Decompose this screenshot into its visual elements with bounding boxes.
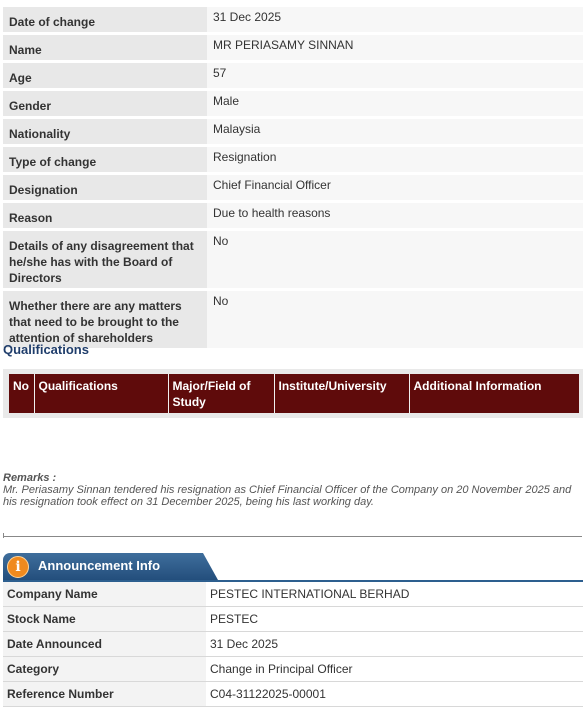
- detail-row-matters-to-shareholders: [3, 291, 583, 348]
- info-label: Date Announced: [3, 632, 206, 657]
- detail-label: Type of change: [3, 147, 207, 172]
- info-row-category: [3, 657, 583, 682]
- detail-label: Name: [3, 35, 207, 60]
- remarks-section: [3, 472, 581, 508]
- detail-value: Due to health reasons: [207, 203, 583, 228]
- info-row-stock-name: [3, 607, 583, 632]
- qualifications-table-container: [3, 369, 583, 418]
- detail-value: No: [207, 291, 583, 348]
- detail-label: Nationality: [3, 119, 207, 144]
- detail-row-designation: [3, 175, 583, 200]
- info-value: PESTEC INTERNATIONAL BERHAD: [206, 582, 583, 607]
- qualifications-heading: Qualifications: [3, 342, 89, 357]
- detail-row-date-of-change: [3, 7, 583, 32]
- info-row-company-name: [3, 582, 583, 607]
- info-row-reference-number: [3, 682, 583, 707]
- detail-value: Male: [207, 91, 583, 116]
- detail-row-nationality: [3, 119, 583, 144]
- detail-value: MR PERIASAMY SINNAN: [207, 35, 583, 60]
- detail-label: Date of change: [3, 7, 207, 32]
- announcement-info-title: Announcement Info: [38, 558, 161, 573]
- detail-label: Whether there are any matters that need to be brought to the attention of shareholders: [3, 291, 207, 348]
- remarks-title: Remarks :: [3, 472, 57, 484]
- detail-label: Gender: [3, 91, 207, 116]
- detail-row-name: [3, 35, 583, 60]
- column-header-qualifications: Qualifications: [34, 374, 168, 413]
- info-row-date-announced: [3, 632, 583, 657]
- qualifications-table: [9, 374, 579, 413]
- detail-row-age: [3, 63, 583, 88]
- info-label: Reference Number: [3, 682, 206, 707]
- detail-row-reason: [3, 203, 583, 228]
- info-value: PESTEC: [206, 607, 583, 632]
- info-label: Category: [3, 657, 206, 682]
- info-value: Change in Principal Officer: [206, 657, 583, 682]
- detail-label: Details of any disagreement that he/she has with the Board of Directors: [3, 231, 207, 288]
- detail-value: 57: [207, 63, 583, 88]
- detail-value: Resignation: [207, 147, 583, 172]
- detail-label: Designation: [3, 175, 207, 200]
- info-label: Company Name: [3, 582, 206, 607]
- detail-row-disagreement: [3, 231, 583, 288]
- column-header-no: No: [9, 374, 34, 413]
- info-icon: i: [7, 556, 29, 578]
- detail-value: Malaysia: [207, 119, 583, 144]
- detail-value: Chief Financial Officer: [207, 175, 583, 200]
- column-header-major: Major/Field of Study: [168, 374, 274, 413]
- info-value: 31 Dec 2025: [206, 632, 583, 657]
- column-header-additional-info: Additional Information: [409, 374, 579, 413]
- remarks-text: Mr. Periasamy Sinnan tendered his resignation as Chief Financial Officer of the Company on 20 November 2025 and his resignation took effect on 31 December 2025, being his last working day.: [3, 484, 572, 508]
- section-divider: [3, 536, 582, 537]
- change-details-table: [3, 4, 583, 351]
- qualifications-header-row: [9, 374, 579, 413]
- column-header-institute: Institute/University: [274, 374, 409, 413]
- announcement-info-header: [3, 553, 583, 582]
- info-value: C04-31122025-00001: [206, 682, 583, 707]
- detail-label: Reason: [3, 203, 207, 228]
- detail-value: 31 Dec 2025: [207, 7, 583, 32]
- detail-row-type-of-change: [3, 147, 583, 172]
- announcement-info-table: [3, 582, 583, 707]
- detail-label: Age: [3, 63, 207, 88]
- info-label: Stock Name: [3, 607, 206, 632]
- detail-row-gender: [3, 91, 583, 116]
- detail-value: No: [207, 231, 583, 288]
